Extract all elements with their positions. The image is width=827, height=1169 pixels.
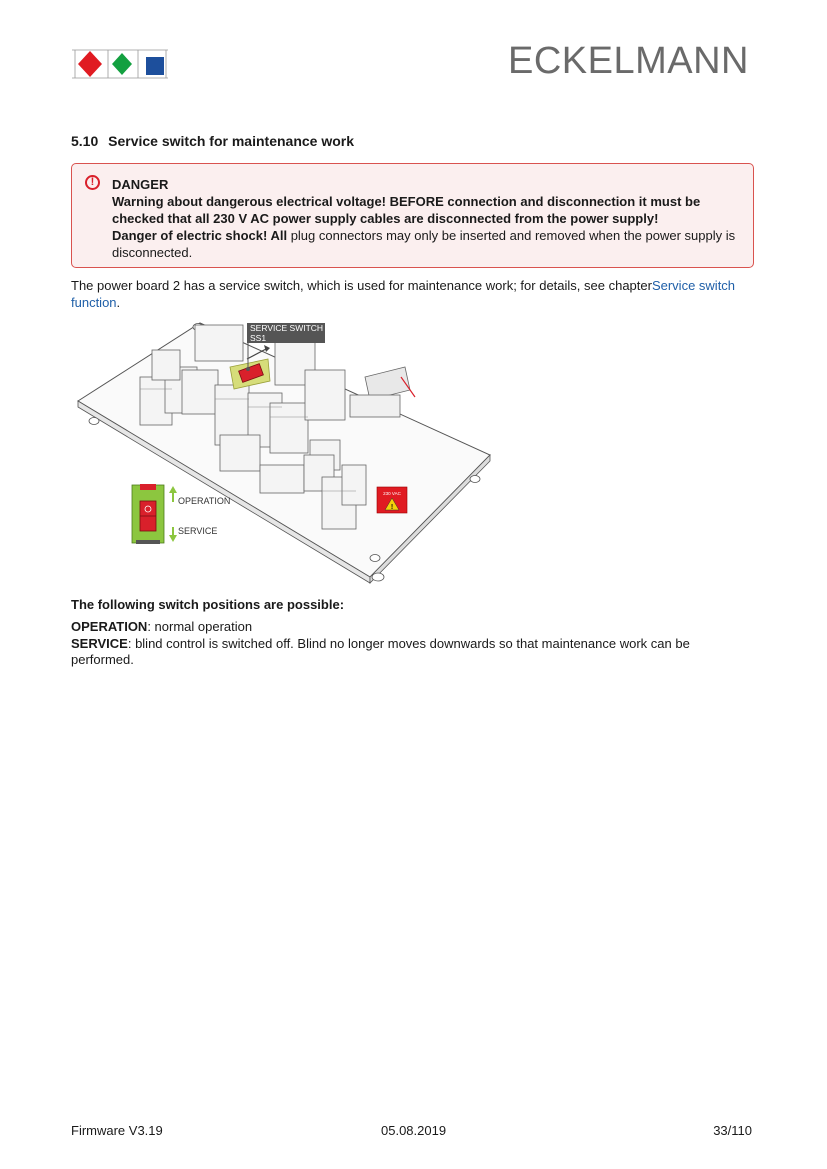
operation-desc: : normal operation <box>147 619 253 634</box>
callout-id: SS1 <box>250 333 267 343</box>
exclamation-circle-icon: ! <box>85 175 100 190</box>
warning-label-text: 230 VAC <box>383 491 401 496</box>
svg-text:!: ! <box>390 504 394 511</box>
service-switch-function-link[interactable]: Service switch function <box>71 278 736 310</box>
intro-paragraph <box>71 277 751 311</box>
section-number: 5.10 <box>71 133 99 149</box>
high-voltage-warning-label <box>377 487 407 513</box>
danger-shock-text <box>112 227 741 261</box>
danger-warning-text: Warning about dangerous electrical voltage! BEFORE connection and disconnection it must be checked that all 230 V AC power supply cables are disconnected from the power supply! <box>112 194 701 226</box>
arrow-up-icon <box>169 486 177 502</box>
operation-description <box>71 619 751 635</box>
footer-firmware: Firmware V3.19 <box>71 1123 163 1138</box>
callout-label: SERVICE SWITCH <box>250 323 324 333</box>
danger-heading: DANGER <box>112 177 169 192</box>
footer-page-number: 33/110 <box>713 1123 752 1138</box>
section-title-text: Service switch for maintenance work <box>108 133 355 149</box>
operation-term: OPERATION <box>71 619 148 634</box>
arrow-down-icon <box>169 527 177 542</box>
power-board-illustration <box>70 315 500 590</box>
intro-text: The power board 2 has a service switch, which is used for maintenance work; for details, see chapter <box>71 278 652 293</box>
service-legend-label: SERVICE <box>178 526 218 536</box>
danger-shock-bold: Danger of electric shock! All <box>112 228 288 243</box>
danger-shock-rest: plug connectors may only be inserted and removed when the power supply is disconnected. <box>112 228 736 260</box>
footer-date: 05.08.2019 <box>381 1123 447 1138</box>
intro-suffix: . <box>116 295 121 310</box>
eckelmann-logo <box>72 49 168 79</box>
positions-heading: The following switch positions are possible: <box>71 597 345 612</box>
switch-position-legend <box>132 484 230 544</box>
service-desc: : blind control is switched off. Blind no longer moves downwards so that maintenance work can be performed. <box>71 636 690 667</box>
ribbon-connector <box>350 367 415 417</box>
danger-content <box>112 176 741 261</box>
service-term: SERVICE <box>71 636 128 651</box>
service-description <box>71 636 751 668</box>
danger-notice <box>71 163 754 268</box>
brand-wordmark: ECKELMANN <box>508 40 749 82</box>
operation-legend-label: OPERATION <box>178 496 231 506</box>
section-title <box>71 133 354 149</box>
